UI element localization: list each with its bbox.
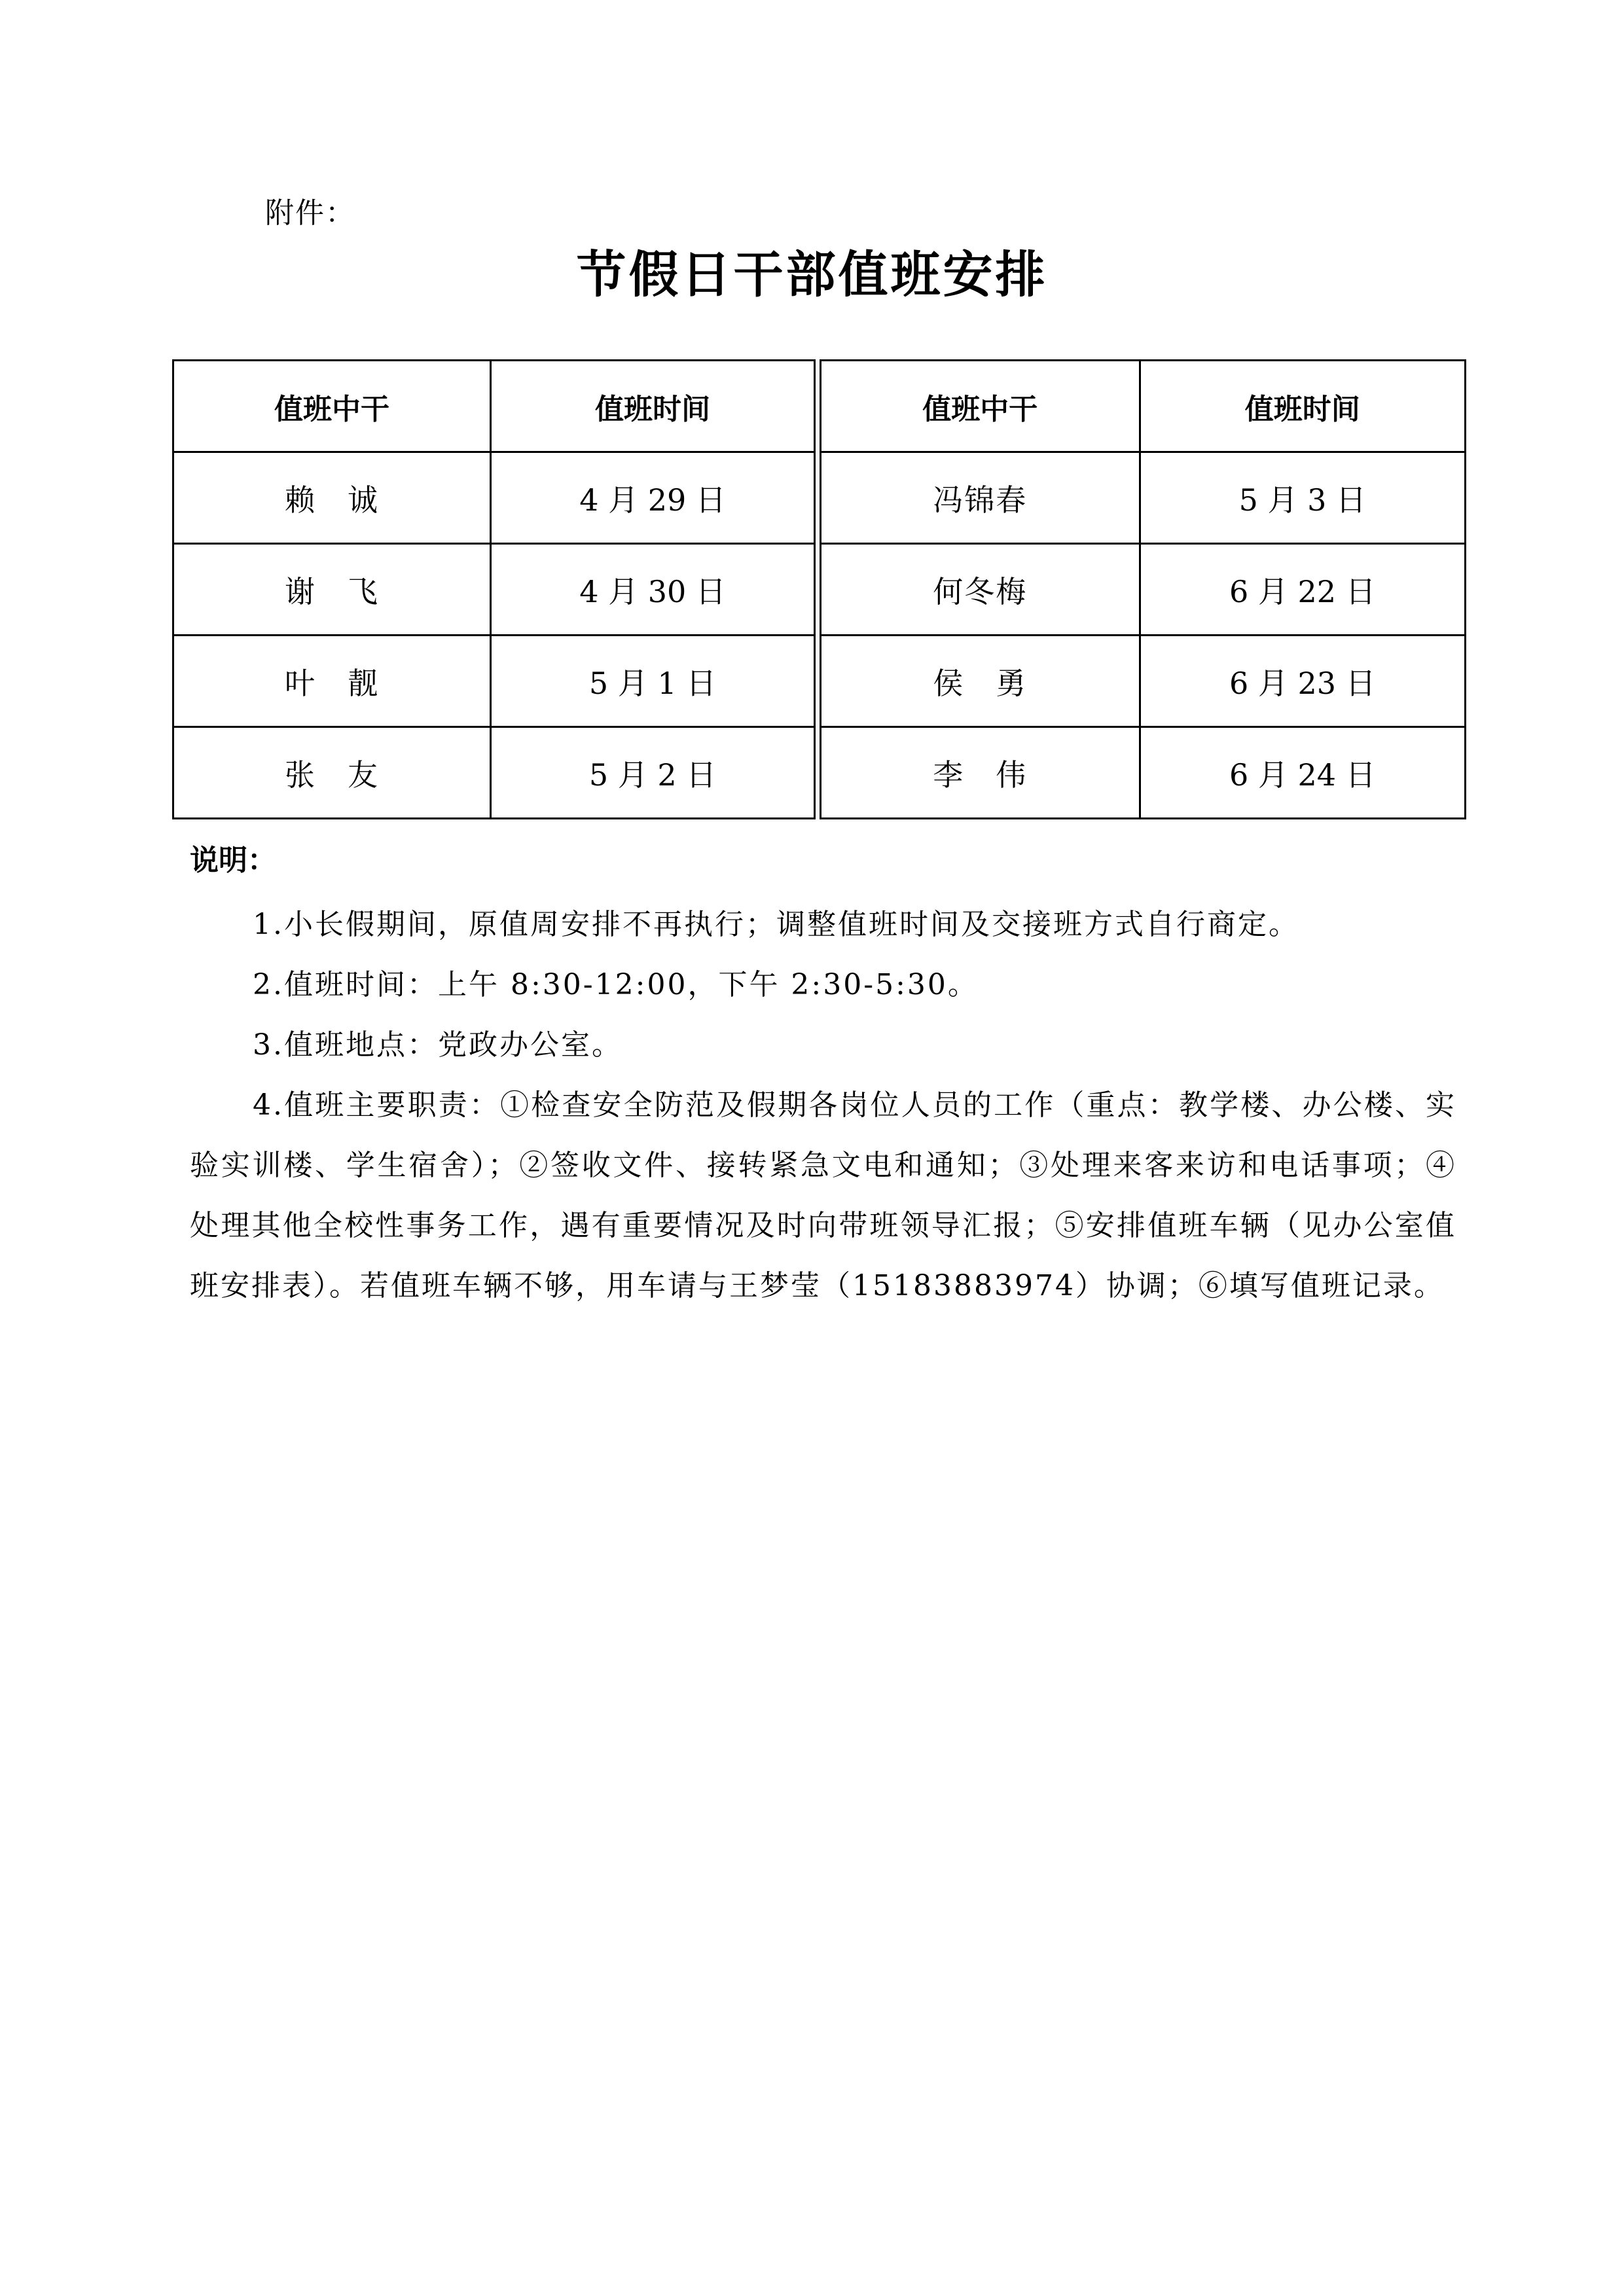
notes-section [190, 841, 1456, 1316]
table-row [821, 727, 1466, 819]
header-staff: 值班中干 [821, 361, 1140, 452]
staff-name: 张 友 [173, 727, 491, 819]
duty-date: 5 月 2 日 [491, 727, 815, 819]
notes-heading: 说明： [190, 844, 276, 877]
staff-name: 冯锦春 [821, 452, 1140, 544]
table-row [173, 544, 815, 636]
table-row [821, 544, 1466, 636]
table-header-row [821, 361, 1466, 452]
duty-table-right [820, 359, 1466, 819]
staff-name: 李 伟 [821, 727, 1140, 819]
table-row [173, 452, 815, 544]
table-header-row [173, 361, 815, 452]
duty-table-left [172, 359, 816, 819]
duty-date: 6 月 24 日 [1140, 727, 1465, 819]
staff-name: 何冬梅 [821, 544, 1140, 636]
note-item: 4.值班主要职责：①检查安全防范及假期各岗位人员的工作（重点：教学楼、办公楼、实验实训楼、学生宿舍）；②签收文件、接转紧急文电和通知；③处理来客来访和电话事项；④处理其他全校性事务工作，遇有重要情况及时向带班领导汇报；⑤安排值班车辆（见办公室值班安排表）。若值班车辆不够，用车请与王梦莹（15183883974）协调；⑥填写值班记录。 [190, 1088, 1456, 1302]
note-item: 3.值班地点：党政办公室。 [253, 1028, 623, 1062]
duty-date: 4 月 29 日 [491, 452, 815, 544]
header-date: 值班时间 [491, 361, 815, 452]
table-row [821, 452, 1466, 544]
attachment-label: 附件： [265, 196, 355, 230]
table-row [173, 727, 815, 819]
duty-date: 5 月 1 日 [491, 636, 815, 727]
note-item: 2.值班时间：上午 8:30-12:00，下午 2:30-5:30。 [253, 968, 979, 1001]
staff-name: 谢 飞 [173, 544, 491, 636]
staff-name: 侯 勇 [821, 636, 1140, 727]
header-staff: 值班中干 [173, 361, 491, 452]
table-row [821, 636, 1466, 727]
duty-date: 4 月 30 日 [491, 544, 815, 636]
duty-date: 5 月 3 日 [1140, 452, 1465, 544]
duty-date: 6 月 22 日 [1140, 544, 1465, 636]
header-date: 值班时间 [1140, 361, 1465, 452]
staff-name: 赖 诚 [173, 452, 491, 544]
staff-name: 叶 靓 [173, 636, 491, 727]
table-row [173, 636, 815, 727]
note-item: 1.小长假期间，原值周安排不再执行；调整值班时间及交接班方式自行商定。 [253, 908, 1299, 941]
duty-date: 6 月 23 日 [1140, 636, 1465, 727]
page-title: 节假日干部值班安排 [576, 245, 1048, 304]
